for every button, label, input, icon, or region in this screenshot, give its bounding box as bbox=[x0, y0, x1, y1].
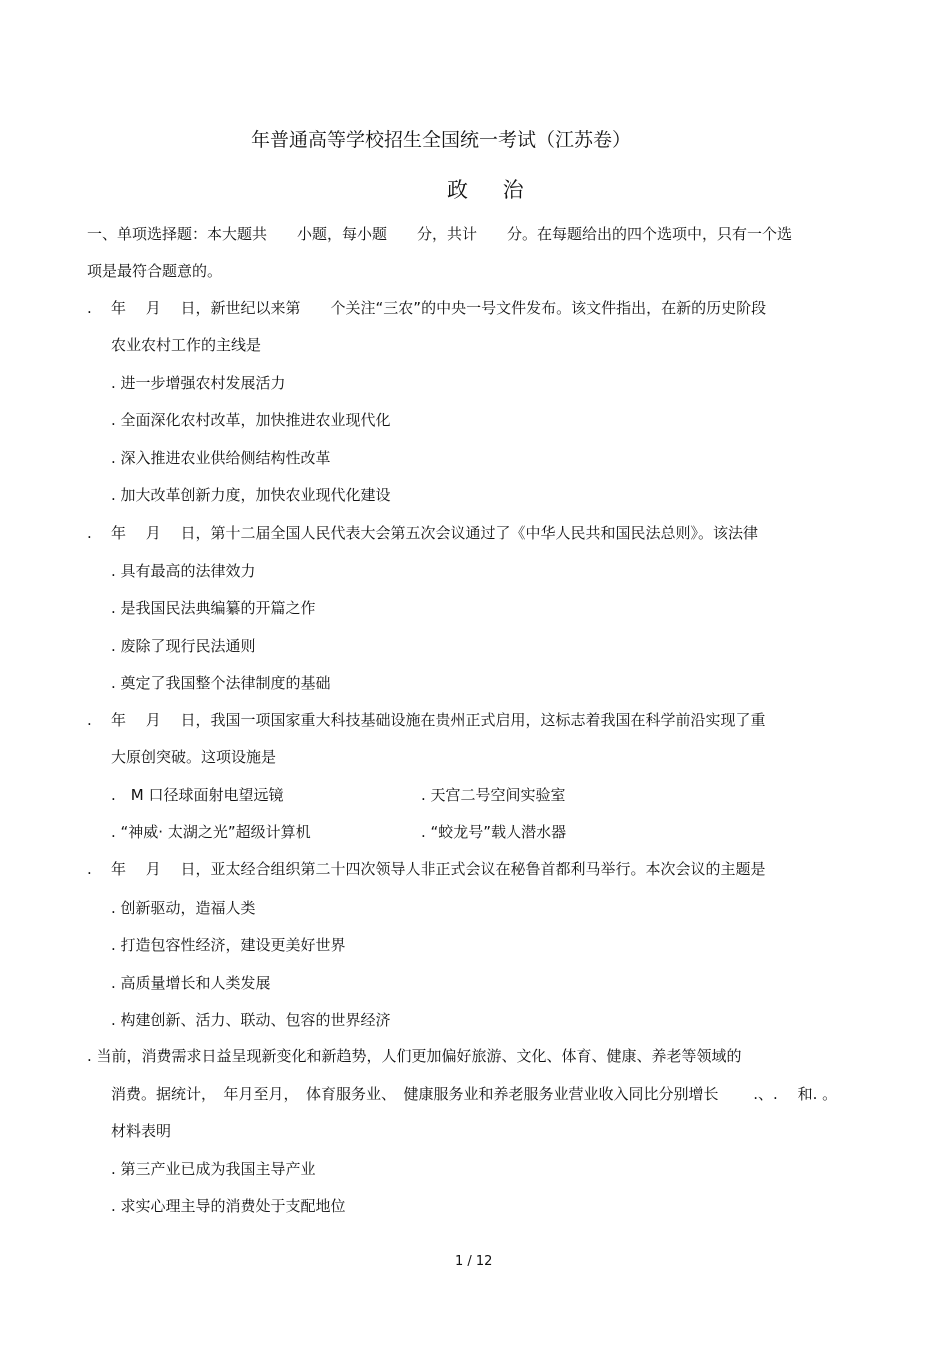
q1-option-c: . 深入推进农业供给侧结构性改革 bbox=[111, 449, 331, 467]
q1-stem: 年 月 日，新世纪以来第 个关注“三农”的中央一号文件发布。该文件指出，在新的历史阶段 bbox=[111, 299, 767, 317]
q1-stem-cont: 农业农村工作的主线是 bbox=[111, 336, 262, 354]
q3-option-c: . “神威· 太湖之光”超级计算机 bbox=[111, 823, 311, 841]
q3-option-b: . 天宫二号空间实验室 bbox=[421, 786, 566, 804]
q2-option-b: . 是我国民法典编纂的开篇之作 bbox=[111, 599, 316, 617]
q4-stem: 年 月 日，亚太经合组织第二十四次领导人非正式会议在秘鲁首都利马举行。本次会议的主题是 bbox=[111, 860, 766, 878]
q5-stem-cont2: 材料表明 bbox=[111, 1122, 172, 1140]
q1-option-d: . 加大改革创新力度，加快农业现代化建设 bbox=[111, 486, 391, 504]
exam-title: 年普通高等学校招生全国统一考试（江苏卷） bbox=[251, 129, 632, 151]
q2-stem: 年 月 日，第十二届全国人民代表大会第五次会议通过了《中华人民共和国民法总则》。该法律 bbox=[111, 524, 759, 542]
q3-stem: 年 月 日，我国一项国家重大科技基础设施在贵州正式启用，这标志着我国在科学前沿实现了重 bbox=[111, 711, 766, 729]
q4-option-a: . 创新驱动，造福人类 bbox=[111, 899, 256, 917]
q3-stem-cont: 大原创突破。这项设施是 bbox=[111, 748, 277, 766]
section-instructions: 一、单项选择题：本大题共 小题，每小题 分，共计 分。在每题给出的四个选项中，只有一个选 bbox=[87, 225, 793, 243]
q5-option-a: . 第三产业已成为我国主导产业 bbox=[111, 1160, 316, 1178]
q3-option-d: . “蛟龙号”载人潜水器 bbox=[421, 823, 567, 841]
q1-option-a: . 进一步增强农村发展活力 bbox=[111, 374, 286, 392]
q2-option-a: . 具有最高的法律效力 bbox=[111, 562, 256, 580]
section-instructions-cont: 项是最符合题意的。 bbox=[87, 262, 223, 280]
q2-option-d: . 奠定了我国整个法律制度的基础 bbox=[111, 674, 331, 692]
q5-stem-cont: 消费。据统计， 年月至月， 体育服务业、 健康服务业和养老服务业营业收入同比分别增长 .、. 和. 。 bbox=[111, 1085, 838, 1103]
q5-stem: . 当前，消费需求日益呈现新变化和新趋势，人们更加偏好旅游、文化、体育、健康、养老等领域的 bbox=[87, 1047, 742, 1065]
q4-number: . bbox=[87, 860, 92, 878]
q3-number: . bbox=[87, 711, 92, 729]
subject-title: 政 治 bbox=[447, 178, 538, 202]
q5-option-b: . 求实心理主导的消费处于支配地位 bbox=[111, 1197, 346, 1215]
q2-number: . bbox=[87, 524, 92, 542]
q2-option-c: . 废除了现行民法通则 bbox=[111, 637, 256, 655]
q4-option-d: . 构建创新、活力、联动、包容的世界经济 bbox=[111, 1011, 391, 1029]
q4-option-c: . 高质量增长和人类发展 bbox=[111, 974, 271, 992]
q1-option-b: . 全面深化农村改革，加快推进农业现代化 bbox=[111, 411, 391, 429]
q3-option-a: . M 口径球面射电望远镜 bbox=[111, 786, 284, 804]
q4-option-b: . 打造包容性经济，建设更美好世界 bbox=[111, 936, 346, 954]
q1-number: . bbox=[87, 299, 92, 317]
page-number: 1 / 12 bbox=[455, 1254, 493, 1269]
